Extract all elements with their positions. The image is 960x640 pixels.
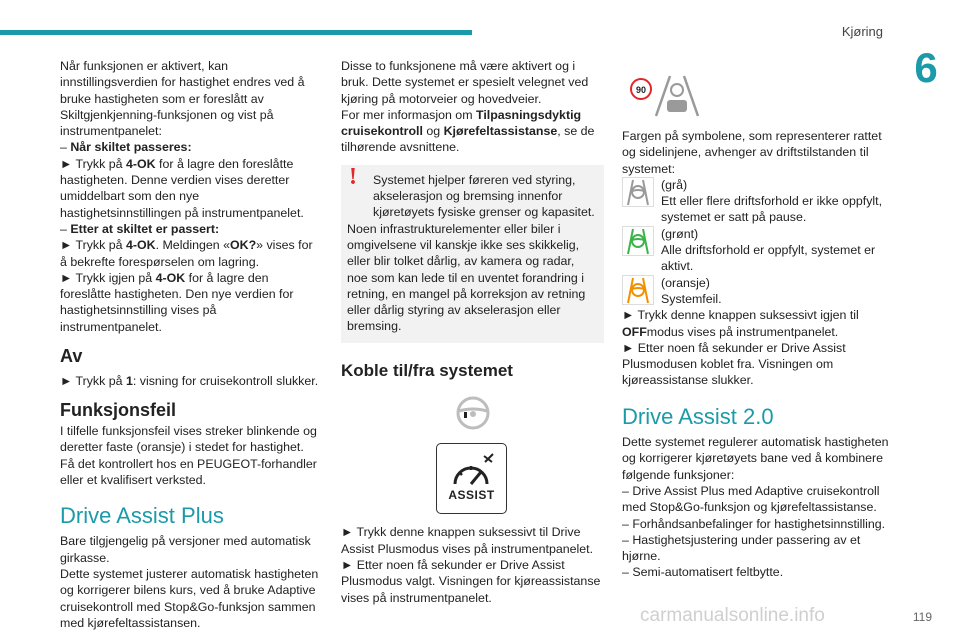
list-item: – Forhåndsanbefalinger for hastighetsinnstilling.: [622, 516, 886, 531]
header-accent-bar: [0, 30, 472, 35]
paragraph: Dette systemet justerer automatisk hastigheten og korrigerer bilens kurs, ved å bruke Adaptive cruisekontroll med Stop&Go-funksjon sammen med kjørefeltassistansen.: [60, 567, 319, 630]
heading-drive-assist-plus: Drive Assist Plus: [60, 503, 224, 529]
status-text: Systemfeil.: [661, 291, 722, 306]
list-item: – Drive Assist Plus med Adaptive cruisekontroll med Stop&Go-funksjon og kjørefeltassistanse.: [622, 483, 880, 515]
heading-off: Av: [60, 346, 83, 367]
warning-box: [341, 165, 604, 343]
status-label: (grønt): [661, 226, 699, 241]
section-title: Kjøring: [841, 24, 883, 39]
gauge-icon: [437, 448, 506, 492]
warning-icon: !: [349, 163, 357, 190]
column-1: [60, 58, 320, 631]
status-orange: [622, 275, 892, 308]
step: ► Etter noen få sekunder er Drive Assist Plusmodusen koblet fra. Visningen om kjøreassistanse slukker.: [622, 340, 846, 388]
column-2: [341, 58, 604, 606]
chapter-number: 6: [914, 44, 938, 91]
status-text: Ett eller flere driftsforhold er ikke oppfylt, systemet er satt på pause.: [661, 194, 883, 225]
warning-text: Systemet hjelper føreren ved styring, akselerasjon og bremsing innenfor kjøretøyets fysiske grenser og kapasitet.: [373, 172, 595, 220]
paragraph: I tilfelle funksjonsfeil vises streker blinkende og deretter faste (oransje) i stedet for hastighet. Få det kontrollert hos en PEUGEOT-forhandler eller et kvalifisert verksted.: [60, 423, 317, 487]
step: ► Trykk denne knappen suksessivt til Drive Assist Plusmodus vises på instrumentpanelet.: [341, 525, 594, 556]
warning-text: Noen infrastrukturelementer eller biler i omgivelsene vil kanskje ikke ses skikkelig, eller blir tolket dårlig, av kamera og radar, noe som kan lede til en uventet forandring i retning, en mangel på korreksjon av retning eller dårlig styring av akselerasjon eller bremsing.: [347, 221, 586, 334]
heading-malfunction: Funksjonsfeil: [60, 399, 177, 420]
status-green: [622, 226, 892, 275]
steering-lanes-orange-icon: [622, 275, 654, 305]
steering-lanes-green-icon: [622, 226, 654, 256]
page-number: 119: [912, 610, 932, 624]
svg-text:90: 90: [635, 85, 647, 95]
paragraph: Bare tilgjengelig på versjoner med automatisk girkasse.: [60, 534, 311, 565]
paragraph: Når funksjonen er aktivert, kan innstillingsverdien for hastighet endres ved å bruke hastigheten som er foreslått av Skiltgjenkjenning-funksjonen og vist på instrumentpanelet:: [60, 59, 305, 139]
assist-button-icon: [436, 443, 507, 514]
steering-wheel-icon: [341, 395, 604, 435]
step: ► Trykk på 4-OK for å lagre den foreslåtte hastigheten. Denne verdien vises deretter umiddelbart som den nye hastighetsinnstillingen på instrumentpanelet.: [60, 156, 304, 220]
lane-car-icon: [652, 72, 702, 118]
paragraph: Fargen på symbolene, som representerer rattet og sidelinjene, avhenger av driftstilstanden til systemet:: [622, 129, 882, 176]
status-label: (oransje): [661, 275, 710, 290]
list-item: – Hastighetsjustering under passering av et hjørne.: [622, 532, 861, 564]
steering-lanes-grey-icon: [622, 177, 654, 207]
step: ► Trykk på 1: visning for cruisekontroll slukker.: [60, 374, 319, 389]
step: ► Trykk igjen på 4-OK for å lagre den foreslåtte hastigheten. Den nye verdien for hastighetsinnstilling vises på instrumentpanelet.: [60, 270, 294, 334]
step: ► Etter noen få sekunder er Drive Assist Plusmodus valgt. Visningen for kjøreassistanse vises på instrumentpanelet.: [341, 557, 601, 605]
heading-drive-assist-2: Drive Assist 2.0: [622, 403, 774, 429]
step: ► Trykk denne knappen suksessivt igjen til OFFmodus vises på instrumentpanelet.: [622, 308, 859, 339]
list-item: – Semi-automatisert feltbytte.: [622, 565, 784, 580]
status-grey: [622, 177, 892, 226]
assist-label: ASSIST: [448, 488, 495, 503]
watermark: carmanualsonline.info: [640, 605, 825, 626]
dash-item: – Når skiltet passeres:: [60, 140, 192, 155]
drive-assist-display-icon: [622, 70, 892, 120]
column-3: [622, 58, 892, 581]
paragraph: For mer informasjon om Tilpasningsdyktig cruisekontroll og Kjørefeltassistanse, se de tilhørende avsnittene.: [341, 107, 595, 155]
paragraph: Dette systemet regulerer automatisk hastigheten og korrigerer kjøretøyets bane ved å kombinere følgende funksjoner:: [622, 435, 889, 482]
step: ► Trykk på 4-OK. Meldingen «OK?» vises for å bekrefte forespørselen om lagring.: [60, 238, 313, 269]
status-text: Alle driftsforhold er oppfylt, systemet er aktivt.: [661, 243, 876, 274]
paragraph: Disse to funksjonene må være aktivert og i bruk. Dette systemet er spesielt velegnet ved kjøring på motorveier og hovedveier.: [341, 59, 589, 106]
status-label: (grå): [661, 177, 688, 192]
dash-item: – Etter at skiltet er passert:: [60, 221, 220, 236]
heading-connect: Koble til/fra systemet: [341, 360, 513, 380]
speed-sign-icon: [630, 78, 652, 100]
